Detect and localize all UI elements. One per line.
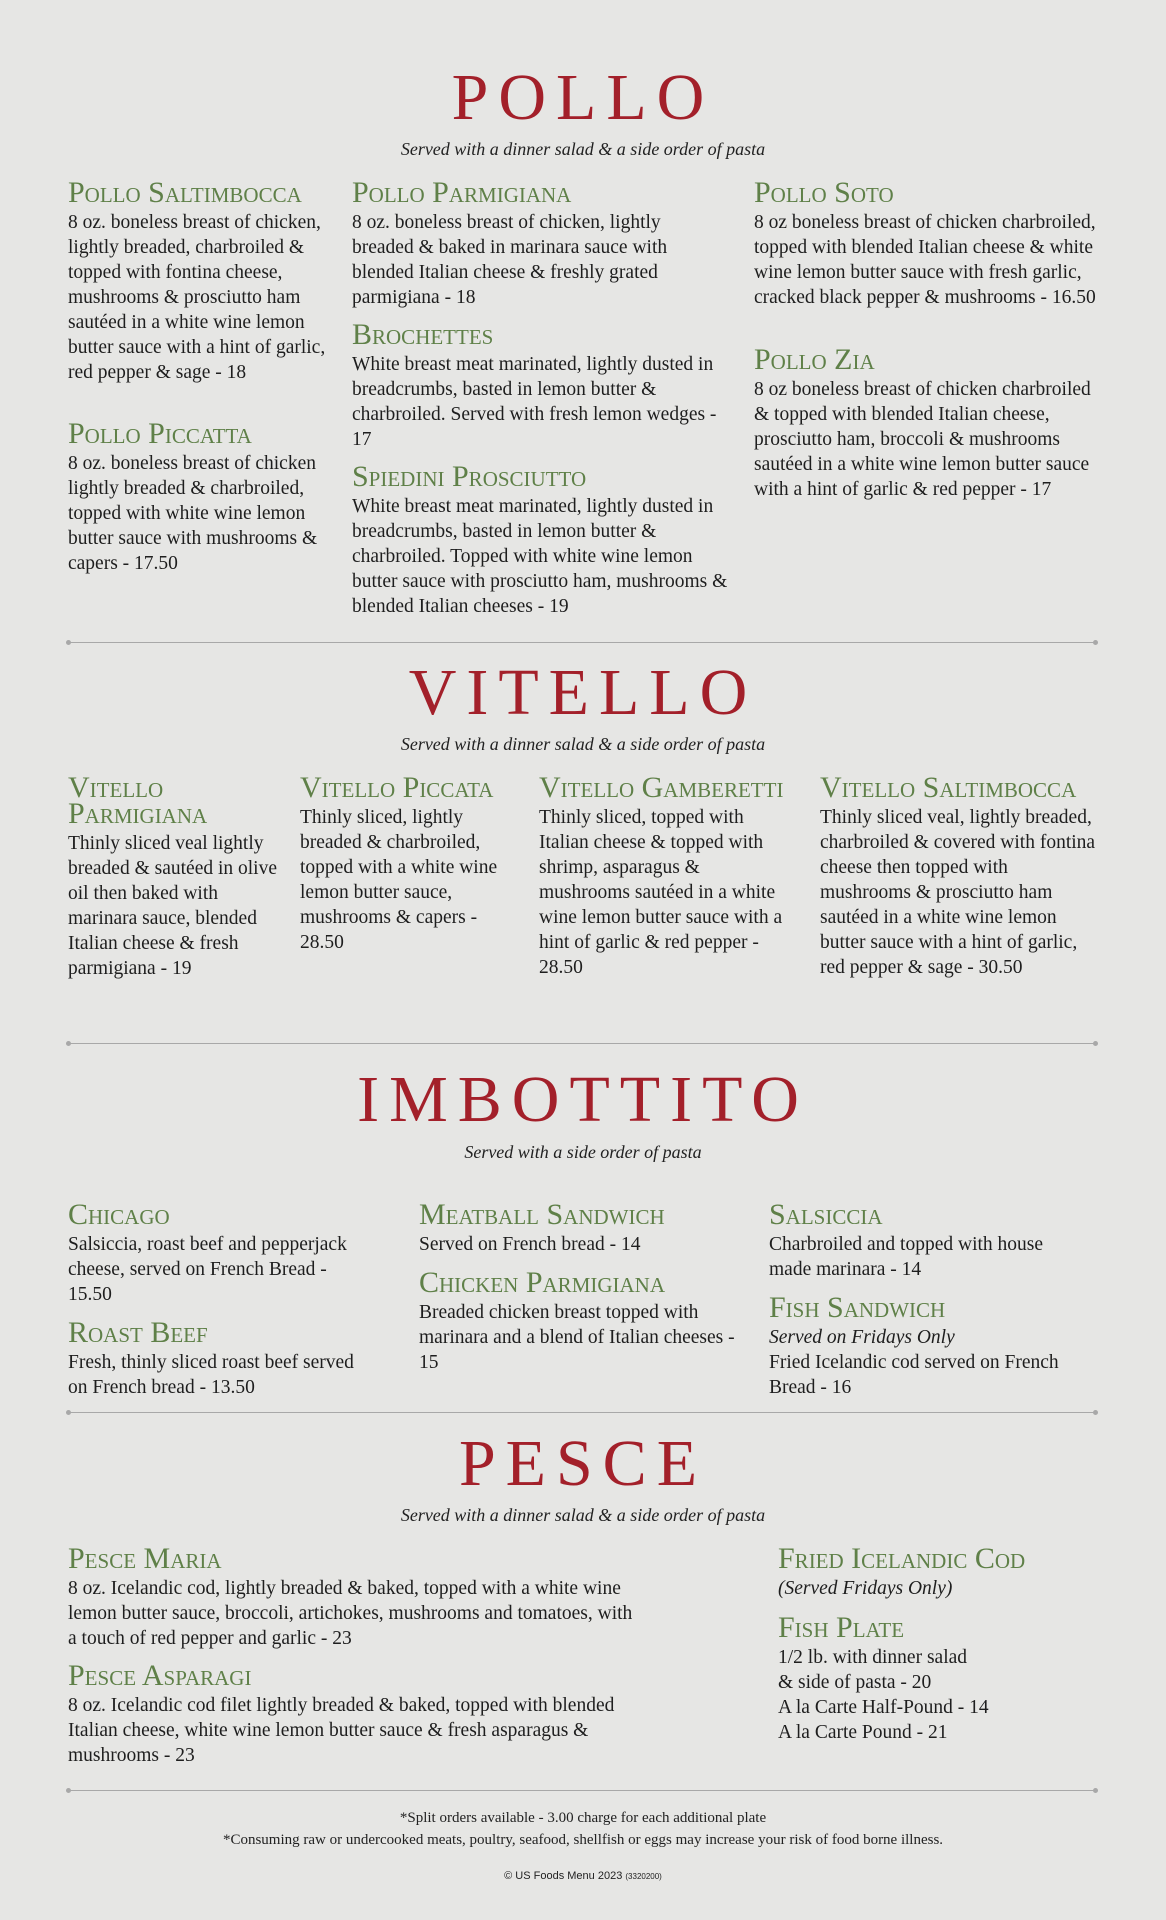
item-description-line: & side of pasta - 20 <box>778 1672 932 1693</box>
menu-item-vitello-parmigiana <box>68 771 283 981</box>
menu-item-pesce-maria <box>68 1542 638 1651</box>
menu-item-chicken-parmigiana <box>419 1266 749 1375</box>
section-subtitle-vitello: Served with a dinner salad & a side order of pasta <box>400 734 766 754</box>
item-name: Vitello Piccata <box>300 771 494 804</box>
item-description: White breast meat marinated, lightly dusted in breadcrumbs, basted in lemon butter & charbroiled. Topped with white wine lemon butter sauce with prosciutto ham, mushrooms & blended Italian cheeses - 19 <box>352 496 728 617</box>
menu-code: (3320200) <box>625 1872 662 1881</box>
menu-item-spiedini-prosciutto <box>352 460 737 619</box>
item-name: Vitello Saltimbocca <box>820 771 1077 804</box>
item-name: Pollo Saltimbocca <box>68 176 302 209</box>
menu-item-pollo-parmigiana <box>352 176 712 310</box>
item-description-line: A la Carte Pound - 21 <box>778 1722 948 1743</box>
item-name: Fried Icelandic Cod <box>778 1542 1026 1575</box>
section-divider <box>68 1043 1096 1044</box>
item-name: Fish Plate <box>778 1611 905 1644</box>
menu-item-salsiccia <box>769 1198 1059 1282</box>
menu-item-pollo-saltimbocca <box>68 176 340 385</box>
section-divider <box>68 1790 1096 1791</box>
item-name: Fish Sandwich <box>769 1291 946 1324</box>
section-subtitle-pollo: Served with a dinner salad & a side order of pasta <box>400 139 766 159</box>
section-subtitle-imbottito: Served with a side order of pasta <box>464 1142 702 1162</box>
copyright-text: © US Foods Menu 2023 <box>504 1870 623 1882</box>
item-description: Thinly sliced, topped with Italian cheese & topped with shrimp, asparagus & mushrooms sautéed in a white wine lemon butter sauce with a hint of garlic & red pepper - 28.50 <box>539 807 783 978</box>
section-title-pesce: PESCE <box>458 1427 708 1500</box>
section-title-pollo: POLLO <box>451 61 715 134</box>
item-description: Fried Icelandic cod served on French Bread - 16 <box>769 1352 1059 1398</box>
item-description: Fresh, thinly sliced roast beef served on French bread - 13.50 <box>68 1352 354 1398</box>
item-description: Thinly sliced, lightly breaded & charbroiled, topped with a white wine lemon butter sauce, mushrooms & capers - 28.50 <box>300 807 498 953</box>
item-name: Pollo Zia <box>754 343 875 376</box>
menu-item-chicago <box>68 1198 368 1307</box>
section-divider <box>68 642 1096 643</box>
item-description: 8 oz. boneless breast of chicken, lightly breaded, charbroiled & topped with fontina cheese, mushrooms & prosciutto ham sautéed in a white wine lemon butter sauce with a hint of garlic, red pepper & sage - 18 <box>68 212 326 383</box>
menu-item-roast-beef <box>68 1316 368 1400</box>
menu-item-vitello-saltimbocca <box>820 771 1100 980</box>
menu-item-pollo-piccatta <box>68 417 340 576</box>
menu-item-fish-sandwich <box>769 1291 1059 1400</box>
menu-item-pesce-asparagi <box>68 1659 628 1768</box>
item-name: Chicken Parmigiana <box>419 1266 666 1299</box>
item-description: 8 oz boneless breast of chicken charbroiled & topped with blended Italian cheese, prosciutto ham, broccoli & mushrooms sautéed in a white wine lemon butter sauce with a hint of garlic & red pepper - 17 <box>754 379 1091 500</box>
item-description: Served on French bread - 14 <box>419 1234 641 1255</box>
item-name: Pesce Maria <box>68 1542 222 1575</box>
section-title-vitello: VITELLO <box>408 656 758 729</box>
item-name: Vitello Gamberetti <box>539 771 784 804</box>
item-description: 8 oz. boneless breast of chicken lightly breaded & charbroiled, topped with white wine lemon butter sauce with mushrooms & capers - 17.50 <box>68 453 318 574</box>
section-subtitle-pesce: Served with a dinner salad & a side order of pasta <box>400 1505 766 1525</box>
menu-item-meatball-sandwich <box>419 1198 749 1257</box>
item-note: (Served Fridays Only) <box>778 1578 953 1599</box>
item-description: Thinly sliced veal lightly breaded & sautéed in olive oil then baked with marinara sauce, blended Italian cheese & fresh parmigiana - 19 <box>68 833 278 979</box>
section-divider <box>68 1412 1096 1413</box>
item-description: Salsiccia, roast beef and pepperjack cheese, served on French Bread - 15.50 <box>68 1234 347 1305</box>
item-description: 8 oz. Icelandic cod, lightly breaded & baked, topped with a white wine lemon butter sauce, broccoli, artichokes, mushrooms and tomatoes, with a touch of red pepper and garlic - 23 <box>68 1578 633 1649</box>
item-description-line: A la Carte Half-Pound - 14 <box>778 1697 989 1718</box>
item-name: Spiedini Prosciutto <box>352 460 587 493</box>
copyright-notice <box>0 1870 1166 1882</box>
item-name: Pollo Piccatta <box>68 417 252 450</box>
item-name: Pollo Parmigiana <box>352 176 572 209</box>
item-description: 8 oz. boneless breast of chicken, lightly breaded & baked in marinara sauce with blended Italian cheese & freshly grated parmigiana - 18 <box>352 212 668 308</box>
menu-item-pollo-zia <box>754 343 1094 502</box>
item-name: Brochettes <box>352 318 494 351</box>
item-description: Thinly sliced veal, lightly breaded, charbroiled & covered with fontina cheese then topped with mushrooms & prosciutto ham sautéed in a white wine lemon butter sauce with a hint of garlic, red pepper & sage - 30.50 <box>820 807 1096 978</box>
item-name: Chicago <box>68 1198 170 1231</box>
menu-item-pollo-soto <box>754 176 1104 310</box>
item-name: Roast Beef <box>68 1316 208 1349</box>
item-name: Vitello Parmigiana <box>68 771 208 830</box>
menu-item-brochettes <box>352 318 732 452</box>
consumer-advisory: *Consuming raw or undercooked meats, poultry, seafood, shellfish or eggs may increase your risk of food borne illness. <box>222 1832 944 1848</box>
item-name: Pesce Asparagi <box>68 1659 252 1692</box>
menu-item-fish-plate <box>778 1611 1098 1745</box>
item-description: White breast meat marinated, lightly dusted in breadcrumbs, basted in lemon butter & charbroiled. Served with fresh lemon wedges - 17 <box>352 354 717 450</box>
item-description: 8 oz boneless breast of chicken charbroiled, topped with blended Italian cheese & white wine lemon butter sauce with fresh garlic, cracked black pepper & mushrooms - 16.50 <box>754 212 1096 308</box>
menu-item-vitello-piccata <box>300 771 510 955</box>
item-name: Meatball Sandwich <box>419 1198 665 1231</box>
item-description: Breaded chicken breast topped with marinara and a blend of Italian cheeses - 15 <box>419 1302 735 1373</box>
section-title-imbottito: IMBOTTITO <box>357 1063 809 1136</box>
item-description: Charbroiled and topped with house made marinara - 14 <box>769 1234 1044 1280</box>
item-name: Salsiccia <box>769 1198 883 1231</box>
item-description: 8 oz. Icelandic cod filet lightly breaded & baked, topped with blended Italian cheese, white wine lemon butter sauce & fresh asparagus & mushrooms - 23 <box>68 1695 615 1766</box>
item-description-line: 1/2 lb. with dinner salad <box>778 1647 968 1668</box>
menu-item-vitello-gamberetti <box>539 771 794 980</box>
item-note: Served on Fridays Only <box>769 1327 955 1348</box>
item-name: Pollo Soto <box>754 176 894 209</box>
split-orders-note: *Split orders available - 3.00 charge for each additional plate <box>399 1810 767 1826</box>
menu-item-fried-icelandic-cod <box>778 1542 1098 1601</box>
